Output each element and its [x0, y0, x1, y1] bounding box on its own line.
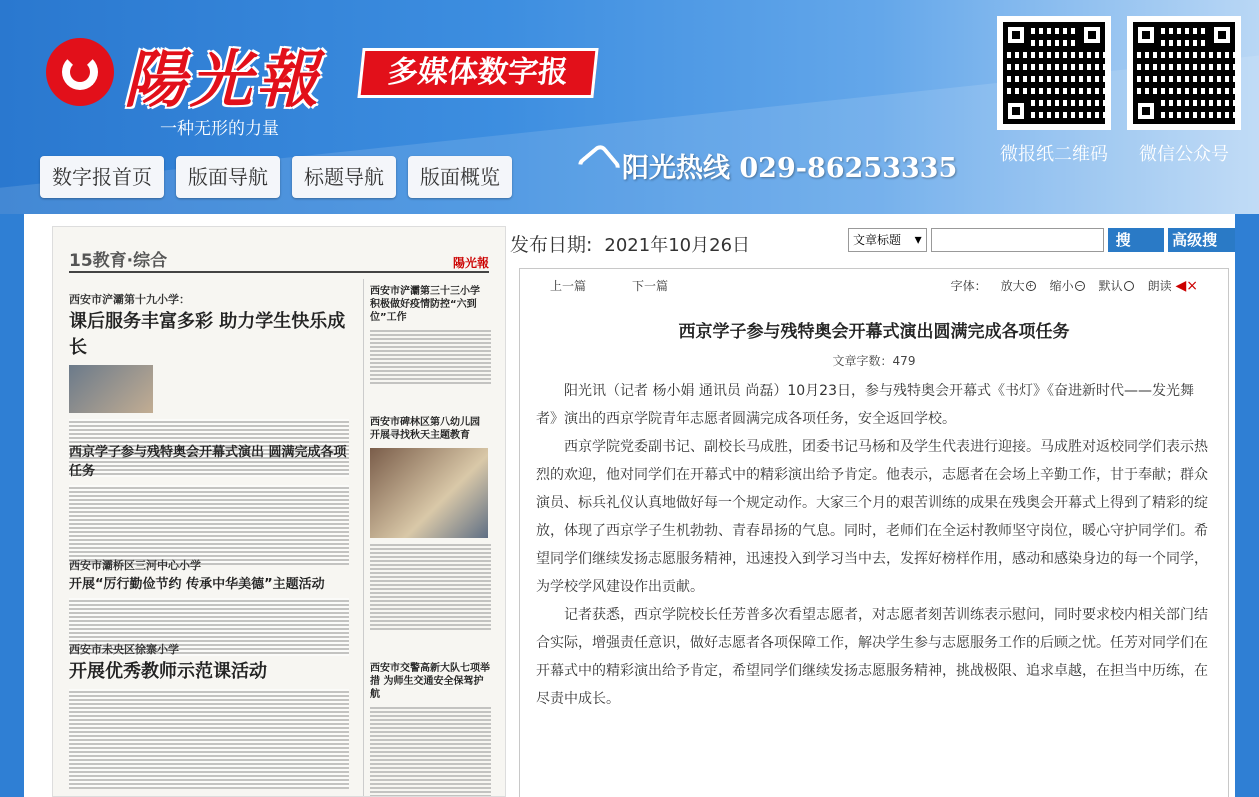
zoom-in-icon: + — [1027, 281, 1034, 290]
article-panel — [519, 268, 1229, 797]
qr-label-newspaper: 微报纸二维码 — [1000, 144, 1108, 165]
next-article-link[interactable]: 下一篇 — [632, 278, 669, 293]
thumb-right-article-2[interactable]: 西安市碑林区第八幼儿园 开展寻找秋天主题教育 — [370, 417, 480, 441]
zoom-out-button[interactable]: 缩小 − — [1049, 278, 1083, 293]
thumb-logo: 陽光報 — [452, 256, 489, 270]
hotline — [582, 146, 957, 185]
thumb-article-2[interactable]: 西京学子参与残特奥会开幕式演出 圆满完成各项任务 — [69, 441, 349, 565]
read-aloud-button[interactable]: 朗读 ◀× — [1147, 277, 1198, 294]
nav-home-button[interactable]: 数字报首页 — [40, 156, 164, 198]
publish-date-label: 发布日期: — [510, 234, 593, 256]
zoom-in-button[interactable]: 放大 + — [1000, 278, 1034, 293]
site-header — [0, 0, 1259, 214]
hotline-text: 阳光热线 029-86253335 — [622, 153, 958, 184]
search-area — [848, 228, 1235, 273]
search-type-select[interactable]: 文章标题 ▾ — [848, 228, 927, 252]
qr-code-wechat — [1127, 16, 1241, 130]
nav-layout-button[interactable]: 版面导航 — [176, 156, 280, 198]
default-size-icon — [1124, 281, 1134, 291]
thumb-right-article-1[interactable]: 西安市浐灞第三十三小学 积极做好疫情防控“六到位”工作 — [370, 286, 480, 323]
advanced-search-button[interactable]: 高级搜索 — [1168, 228, 1235, 252]
thumb-section-title: 15教育·综合 — [69, 251, 168, 271]
thumb-photo-2 — [370, 448, 488, 538]
nav-title-button[interactable]: 标题导航 — [292, 156, 396, 198]
search-input[interactable] — [931, 228, 1104, 252]
font-label: 字体： — [950, 278, 987, 293]
article-toolbar — [520, 269, 1228, 301]
multimedia-badge: 多媒体数字报 — [357, 48, 598, 98]
thumb-article-4[interactable]: 西安市未央区徐寨小学 开展优秀教师示范课活动 — [69, 641, 349, 789]
qr-label-wechat: 微信公众号 — [1139, 144, 1229, 165]
slogan: 一种无形的力量 — [160, 119, 279, 139]
thumb-photo — [69, 365, 153, 413]
prev-article-link[interactable]: 上一篇 — [550, 278, 587, 293]
main-nav — [40, 156, 512, 198]
brand-logo-icon[interactable] — [46, 38, 114, 106]
page-thumbnail[interactable] — [52, 226, 506, 797]
article-paragraph: 记者获悉，西京学院校长任芳普多次看望志愿者，对志愿者刻苦训练表示慰问，同时要求校内相关部门结合实际，增强责任意识，做好志愿者各项保障工作，解决学生参与志愿服务工作的后顾之忧。任芳对同学们在开幕式中的精彩演出给予肯定，希望同学们继续发扬志愿服务精神，挑战极限、追求卓越，在担当中历练，在尽责中成长。 — [536, 607, 1208, 707]
thumb-article-1[interactable]: 西安市浐灞第十九小学： 课后服务丰富多彩 助力学生快乐成长 — [69, 291, 349, 477]
article-title: 西京学子参与残特奥会开幕式演出圆满完成各项任务 — [678, 322, 1070, 342]
nav-overview-button[interactable]: 版面概览 — [408, 156, 512, 198]
brand-title[interactable]: 陽光報 — [124, 43, 323, 116]
publish-date-value: 2021年10月26日 — [604, 235, 751, 256]
main-content — [24, 214, 1235, 797]
article-body — [520, 377, 1228, 713]
thumb-right-column — [363, 279, 491, 797]
qr-code-newspaper — [997, 16, 1111, 130]
thumb-article-3[interactable]: 西安市灞桥区三河中心小学 开展“厉行勤俭节约 传承中华美德”主题活动 — [69, 557, 349, 656]
default-size-button[interactable]: 默认 — [1099, 277, 1134, 294]
speaker-icon: ◀× — [1175, 277, 1198, 294]
publish-date — [510, 230, 750, 257]
article-paragraph: 西京学院党委副书记、副校长马成胜，团委书记马杨和及学生代表进行迎接。马成胜对返校同学们表示热烈的欢迎，他对同学们在开幕式中的精彩演出给予肯定。他表示，志愿者在会场上辛勤工作，甘于奉献；群众演员、标兵礼仪认真地做好每一个规定动作。大家三个月的艰苦训练的成果在残奥会开幕式上得到了精彩的绽放，体现了西京学子生机勃勃、青春昂扬的气息。同时，老师们在全运村教师坚守岗位，暖心守护同学们。希望同学们继续发扬志愿服务精神，迅速投入到学习当中去，发挥好榜样作用，感动和感染身边的每一个同学，为学校学风建设作出贡献。 — [536, 439, 1208, 595]
article-word-count: 文章字数：479 — [832, 354, 916, 368]
article-paragraph: 阳光讯（记者 杨小娟 通讯员 尚磊）10月23日，参与残特奥会开幕式《书灯》《奋进新时代——发光舞者》演出的西京学院青年志愿者圆满完成各项任务，安全返回学校。 — [536, 383, 1194, 427]
thumb-right-article-3[interactable]: 西安市交警高新大队七项举措 为师生交通安全保驾护航 — [370, 663, 490, 700]
phone-icon — [575, 142, 623, 190]
search-button[interactable]: 搜 索 — [1108, 228, 1164, 252]
zoom-out-icon: − — [1076, 281, 1083, 290]
